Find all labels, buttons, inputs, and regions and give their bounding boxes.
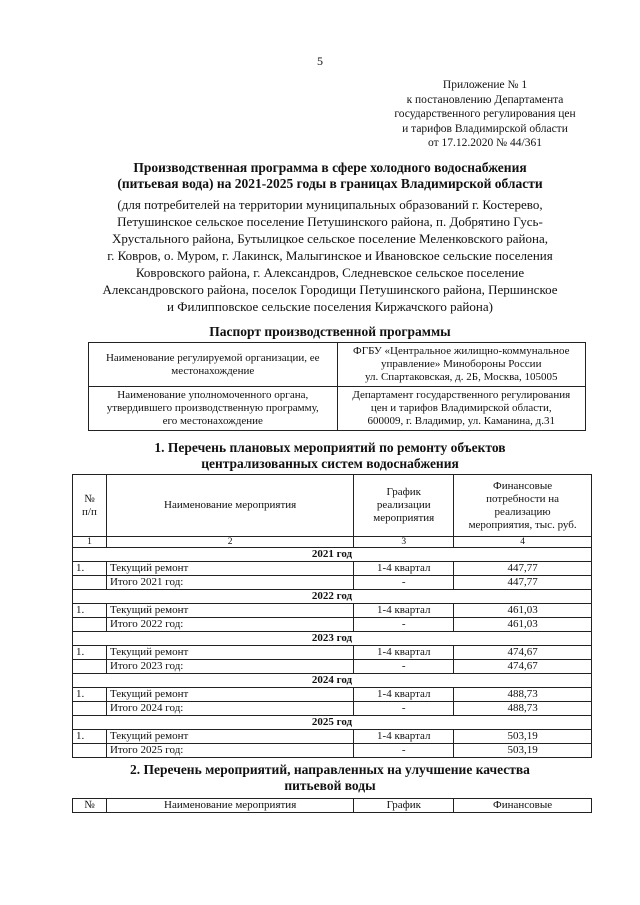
section-heading-line: 1. Перечень плановых мероприятий по ремонту объектов — [154, 440, 506, 455]
passport-value-line: ул. Спартаковская, д. 2Б, Москва, 105005 — [364, 371, 558, 383]
total-label: Итого 2024 год: — [106, 702, 353, 716]
header-text: Наименование мероприятия — [164, 499, 297, 511]
passport-label-line: местонахождение — [171, 364, 255, 377]
row-num — [73, 660, 107, 674]
column-index: 3 — [354, 537, 454, 548]
row-item: Текущий ремонт — [106, 562, 353, 576]
total-row — [73, 576, 592, 590]
total-dash: - — [354, 744, 454, 758]
repair-plan-table — [72, 474, 592, 758]
year-label: 2022 год — [73, 590, 592, 604]
row-period: 1-4 квартал — [354, 646, 454, 660]
section2-heading — [60, 762, 600, 794]
subtitle-line: Ковровского района, г. Александров, Следневское сельское поселение — [135, 265, 525, 280]
total-label: Итого 2025 год: — [106, 744, 353, 758]
row-num — [73, 702, 107, 716]
water-quality-table — [72, 798, 592, 813]
total-dash: - — [354, 660, 454, 674]
section1-heading — [60, 440, 600, 472]
subtitle-line: (для потребителей на территории муниципальных образований г. Костерево, — [117, 197, 543, 212]
row-period: 1-4 квартал — [354, 730, 454, 744]
header-finance: Финансовые — [454, 799, 592, 813]
column-index: 1 — [73, 537, 107, 548]
passport-heading: Паспорт производственной программы — [209, 324, 451, 339]
header-text: потребности на — [486, 492, 560, 505]
table-row — [73, 730, 592, 744]
header-text: График — [386, 486, 421, 498]
passport-value — [337, 343, 586, 387]
row-num: 1. — [73, 604, 107, 618]
row-item: Текущий ремонт — [106, 604, 353, 618]
appendix-line: к постановлению Департамента — [406, 93, 564, 106]
subtitle-line: Хрустального района, Бутылицкое сельское поселение Меленковского района, — [112, 231, 548, 246]
total-amount: 447,77 — [454, 576, 592, 590]
appendix-line: Приложение № 1 — [442, 79, 528, 91]
section-heading-line: питьевой воды — [284, 778, 376, 793]
passport-label-line: его местонахождение — [162, 415, 263, 427]
row-amount: 474,67 — [454, 646, 592, 660]
title-line: Производственная программа в сфере холодного водоснабжения — [133, 160, 527, 175]
row-amount: 503,19 — [454, 730, 592, 744]
row-period: 1-4 квартал — [354, 562, 454, 576]
document-title — [60, 160, 600, 192]
row-num — [73, 576, 107, 590]
passport-value-line: цен и тарифов Владимирской области, — [370, 402, 552, 414]
passport-value-line: Департамент государственного регулирования — [352, 389, 571, 401]
appendix-line: от 17.12.2020 № 44/361 — [428, 137, 542, 149]
appendix-block — [370, 78, 600, 151]
year-label: 2021 год — [73, 548, 592, 562]
year-row — [73, 590, 592, 604]
table-row — [73, 604, 592, 618]
row-num — [73, 618, 107, 632]
passport-table — [88, 342, 586, 431]
row-amount: 461,03 — [454, 604, 592, 618]
header-schedule — [354, 475, 454, 537]
subtitle-line: Александровского района, поселок Городищи Петушинского района, Першинское — [102, 282, 558, 297]
table-header-row — [73, 475, 592, 537]
year-row — [73, 716, 592, 730]
subtitle-line: и Филипповское сельские поселения Киржачского района) — [167, 299, 493, 314]
header-text: реализации — [376, 499, 431, 511]
row-num: 1. — [73, 688, 107, 702]
total-amount: 488,73 — [454, 702, 592, 716]
page-number: 5 — [317, 54, 323, 68]
total-row — [73, 702, 592, 716]
passport-value-line: 600009, г. Владимир, ул. Каманина, д.31 — [367, 415, 556, 427]
total-label: Итого 2023 год: — [106, 660, 353, 674]
header-num: № — [73, 799, 107, 813]
total-row — [73, 618, 592, 632]
header-text: реализацию — [494, 505, 551, 518]
row-period: 1-4 квартал — [354, 688, 454, 702]
row-num: 1. — [73, 730, 107, 744]
column-index: 2 — [106, 537, 353, 548]
passport-row — [89, 343, 586, 387]
row-num: 1. — [73, 562, 107, 576]
passport-label-line: Наименование уполномоченного органа, — [117, 389, 309, 401]
year-row — [73, 548, 592, 562]
table-header-row — [73, 799, 592, 813]
row-item: Текущий ремонт — [106, 646, 353, 660]
header-text: № — [84, 492, 95, 505]
total-label: Итого 2022 год: — [106, 618, 353, 632]
table-row — [73, 562, 592, 576]
row-item: Текущий ремонт — [106, 730, 353, 744]
header-num — [73, 475, 107, 537]
year-label: 2023 год — [73, 632, 592, 646]
header-name — [106, 475, 353, 537]
total-amount: 503,19 — [454, 744, 592, 758]
total-dash: - — [354, 702, 454, 716]
column-index: 4 — [454, 537, 592, 548]
passport-label — [89, 387, 338, 431]
total-amount: 474,67 — [454, 660, 592, 674]
header-name: Наименование мероприятия — [106, 799, 353, 813]
total-amount: 461,03 — [454, 618, 592, 632]
passport-row — [89, 387, 586, 431]
section-heading-line: централизованных систем водоснабжения — [201, 456, 459, 471]
appendix-line: и тарифов Владимирской области — [402, 122, 568, 135]
year-label: 2025 год — [73, 716, 592, 730]
passport-value-line: управление» Минобороны России — [381, 358, 542, 370]
appendix-line: государственного регулирования цен — [394, 108, 576, 120]
total-dash: - — [354, 618, 454, 632]
header-schedule: График — [354, 799, 454, 813]
header-text: п/п — [82, 505, 97, 518]
passport-label-line: Наименование регулируемой организации, ее — [105, 351, 320, 364]
total-dash: - — [354, 576, 454, 590]
row-num: 1. — [73, 646, 107, 660]
subtitle-line: г. Ковров, о. Муром, г. Лакинск, Малыгинское и Ивановское сельские поселения — [107, 248, 553, 263]
passport-label-line: утвердившего производственную программу, — [106, 402, 319, 414]
row-period: 1-4 квартал — [354, 604, 454, 618]
table-row — [73, 646, 592, 660]
row-amount: 447,77 — [454, 562, 592, 576]
row-num — [73, 744, 107, 758]
row-amount: 488,73 — [454, 688, 592, 702]
subtitle-line: Петушинское сельское поселение Петушинского района, п. Добрятино Гусь- — [117, 214, 543, 229]
column-index-row — [73, 537, 592, 548]
passport-value-line: ФГБУ «Центральное жилищно-коммунальное — [353, 345, 570, 357]
total-row — [73, 660, 592, 674]
year-row — [73, 674, 592, 688]
passport-value — [337, 387, 586, 431]
row-item: Текущий ремонт — [106, 688, 353, 702]
year-label: 2024 год — [73, 674, 592, 688]
title-line: (питьевая вода) на 2021-2025 годы в границах Владимирской области — [117, 176, 543, 191]
header-finance — [454, 475, 592, 537]
passport-label — [89, 343, 338, 387]
document-subtitle — [60, 196, 600, 315]
header-text: Финансовые — [493, 479, 553, 492]
section-heading-line: 2. Перечень мероприятий, направленных на улучшение качества — [130, 762, 530, 777]
total-label: Итого 2021 год: — [106, 576, 353, 590]
table-row — [73, 688, 592, 702]
header-text: мероприятия, тыс. руб. — [468, 518, 577, 531]
header-text: мероприятия — [373, 512, 435, 524]
total-row — [73, 744, 592, 758]
year-row — [73, 632, 592, 646]
